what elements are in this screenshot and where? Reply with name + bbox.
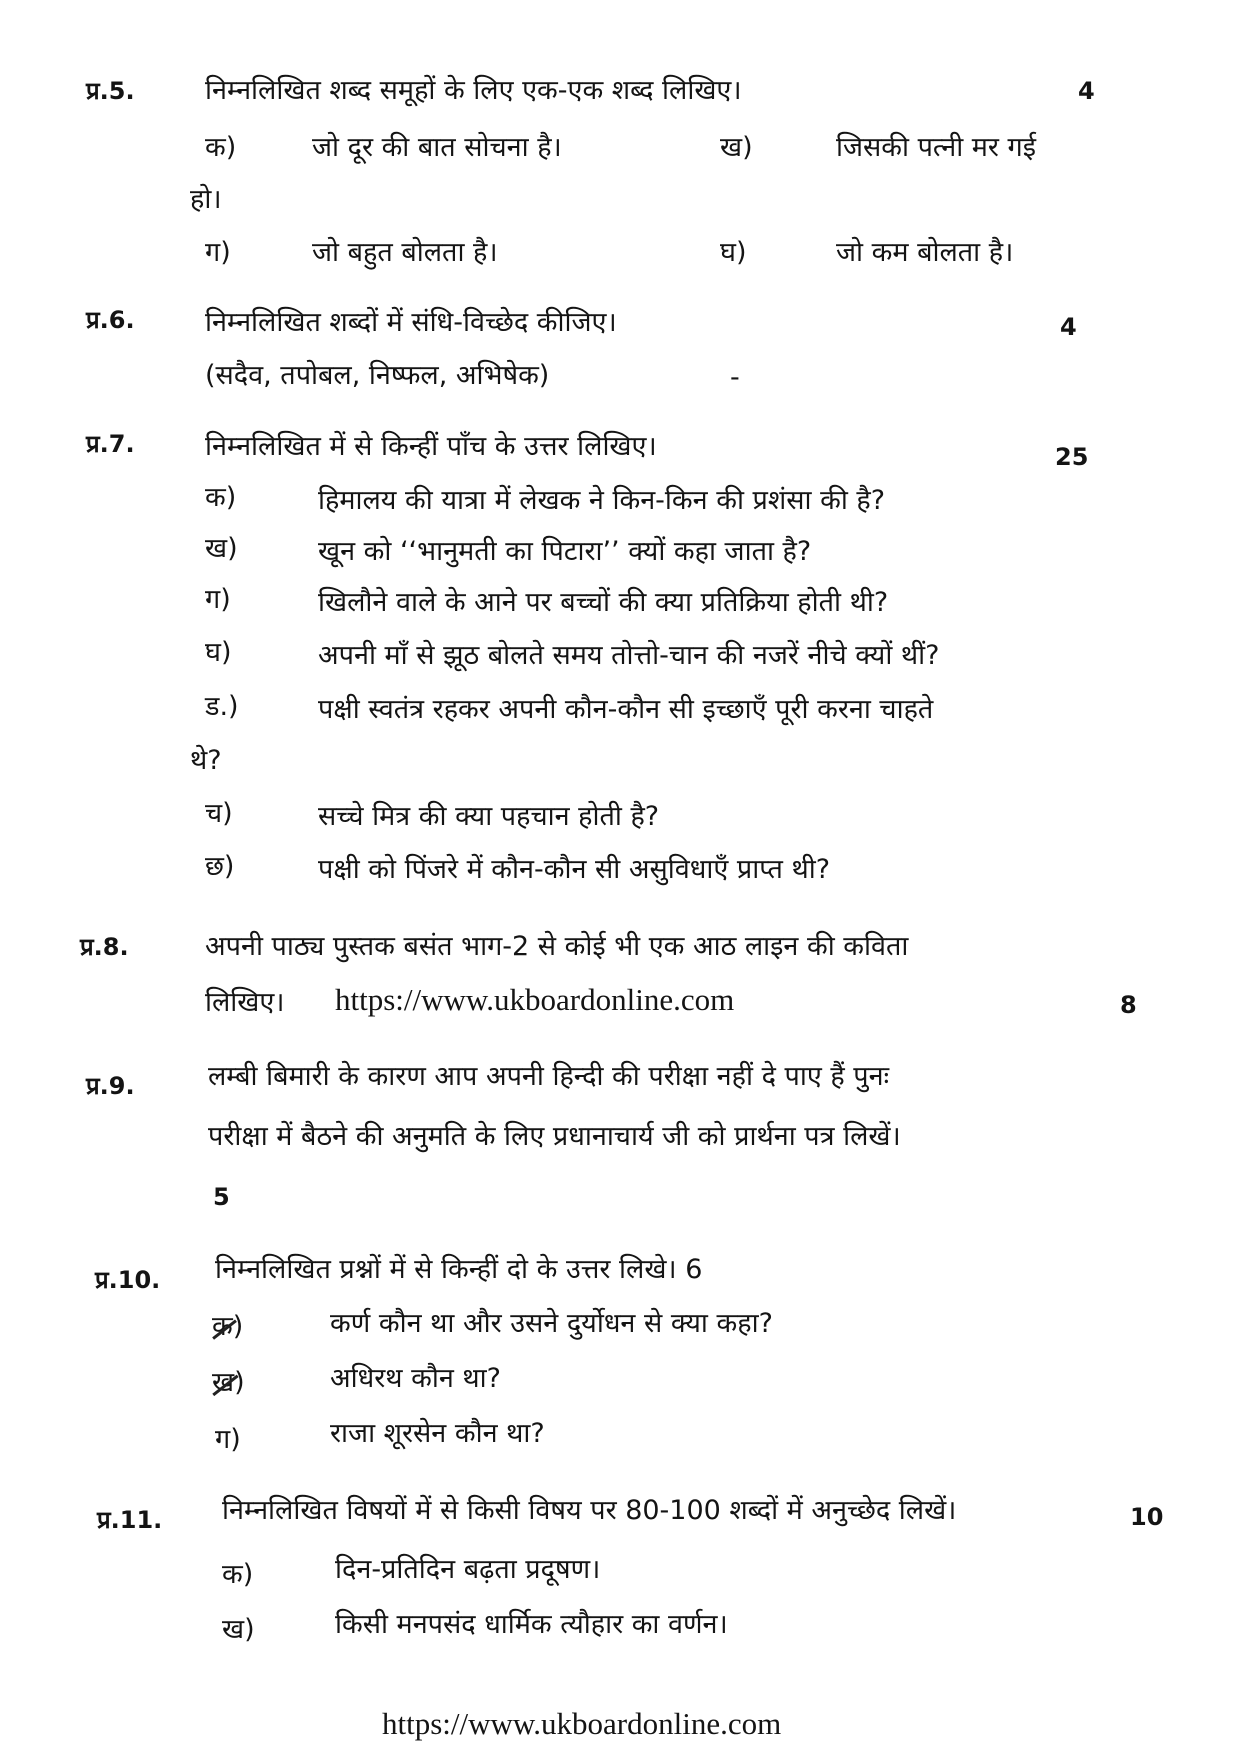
option-label: क): [205, 482, 237, 513]
option-text: खिलौने वाले के आने पर बच्चों की क्या प्रतिक्रिया होती थी?: [318, 587, 889, 618]
option-label: घ): [205, 637, 232, 668]
question-text: निम्नलिखित में से किन्हीं पाँच के उत्तर लिखिए।: [205, 431, 657, 462]
option-text: दिन-प्रतिदिन बढ़ता प्रदूषण।: [335, 1554, 601, 1585]
question-number: प्र.9.: [86, 1072, 135, 1100]
option-label: [212, 1310, 243, 1344]
question-number: प्र.11.: [97, 1506, 163, 1534]
marks: 8: [1120, 991, 1137, 1019]
question-text: निम्नलिखित विषयों में से किसी विषय पर 80-100 शब्दों में अनुच्छेद लिखें।: [222, 1495, 957, 1526]
question-number: प्र.7.: [86, 430, 135, 458]
option-text: जिसकी पत्नी मर गई: [836, 132, 1037, 163]
question-text: निम्नलिखित प्रश्नों में से किन्हीं दो के उत्तर लिखे। 6: [215, 1254, 703, 1285]
option-text: हो।: [190, 184, 222, 215]
marks: 4: [1060, 313, 1077, 341]
option-text: जो बहुत बोलता है।: [312, 237, 498, 268]
question-number: प्र.10.: [95, 1266, 161, 1294]
question-text: अपनी पाठ्य पुस्तक बसंत भाग-2 से कोई भी एक आठ लाइन की कविता: [205, 931, 909, 962]
option-label: [212, 1366, 245, 1400]
question-number: प्र.8.: [80, 933, 129, 961]
marks: 4: [1078, 77, 1095, 105]
option-label: ग): [215, 1424, 241, 1455]
question-text: निम्नलिखित शब्द समूहों के लिए एक-एक शब्द लिखिए।: [205, 75, 742, 106]
option-text: जो कम बोलता है।: [836, 237, 1014, 268]
option-text: हिमालय की यात्रा में लेखक ने किन-किन की प्रशंसा की है?: [318, 485, 886, 516]
option-text: राजा शूरसेन कौन था?: [330, 1418, 545, 1449]
marks: 25: [1055, 443, 1089, 471]
question-text: परीक्षा में बैठने की अनुमति के लिए प्रधानाचार्य जी को प्रार्थना पत्र लिखें।: [208, 1121, 901, 1152]
question-text: निम्नलिखित शब्दों में संधि-विच्छेद कीजिए।: [205, 307, 617, 338]
option-label: ग): [205, 237, 231, 268]
option-label: क): [222, 1559, 254, 1590]
question-number: प्र.5.: [86, 77, 135, 105]
struck-label: क): [212, 1311, 244, 1342]
option-label: घ): [720, 237, 747, 268]
option-label: च): [205, 798, 233, 829]
option-label: ख): [205, 533, 238, 564]
website-url: https://www.ukboardonline.com: [335, 982, 735, 1017]
option-text: किसी मनपसंद धार्मिक त्यौहार का वर्णन।: [335, 1609, 728, 1640]
option-text: पक्षी स्वतंत्र रहकर अपनी कौन-कौन सी इच्छाएँ पूरी करना चाहते: [318, 694, 934, 725]
option-label: ख): [720, 132, 753, 163]
word-list: (सदैव, तपोबल, निष्फल, अभिषेक): [205, 360, 550, 391]
option-label: ग): [205, 584, 231, 615]
option-label: क): [205, 132, 237, 163]
option-text: कर्ण कौन था और उसने दुर्योधन से क्या कहा?: [330, 1308, 773, 1339]
marks: 10: [1130, 1503, 1164, 1531]
option-text: पक्षी को पिंजरे में कौन-कौन सी असुविधाएँ प्राप्त थी?: [318, 854, 831, 885]
option-text: अपनी माँ से झूठ बोलते समय तोत्तो-चान की नजरें नीचे क्यों थीं?: [318, 640, 940, 671]
marks: 5: [213, 1183, 230, 1211]
question-number: प्र.6.: [86, 306, 135, 334]
option-text: थे?: [190, 745, 222, 776]
question-text: लम्बी बिमारी के कारण आप अपनी हिन्दी की परीक्षा नहीं दे पाए हैं पुनः: [208, 1061, 890, 1092]
question-text: लिखिए।: [205, 987, 285, 1018]
option-label: ख): [222, 1614, 255, 1645]
struck-label: ख): [212, 1367, 245, 1398]
option-text: सच्चे मित्र की क्या पहचान होती है?: [318, 801, 660, 832]
option-text: खून को ‘‘भानुमती का पिटारा’’ क्यों कहा जाता है?: [318, 536, 812, 567]
option-text: अधिरथ कौन था?: [330, 1363, 501, 1394]
option-text: जो दूर की बात सोचना है।: [312, 132, 562, 163]
option-label: ड.): [205, 691, 239, 722]
footer-url: https://www.ukboardonline.com: [382, 1706, 782, 1741]
option-label: छ): [205, 851, 235, 882]
dash: -: [730, 362, 740, 393]
